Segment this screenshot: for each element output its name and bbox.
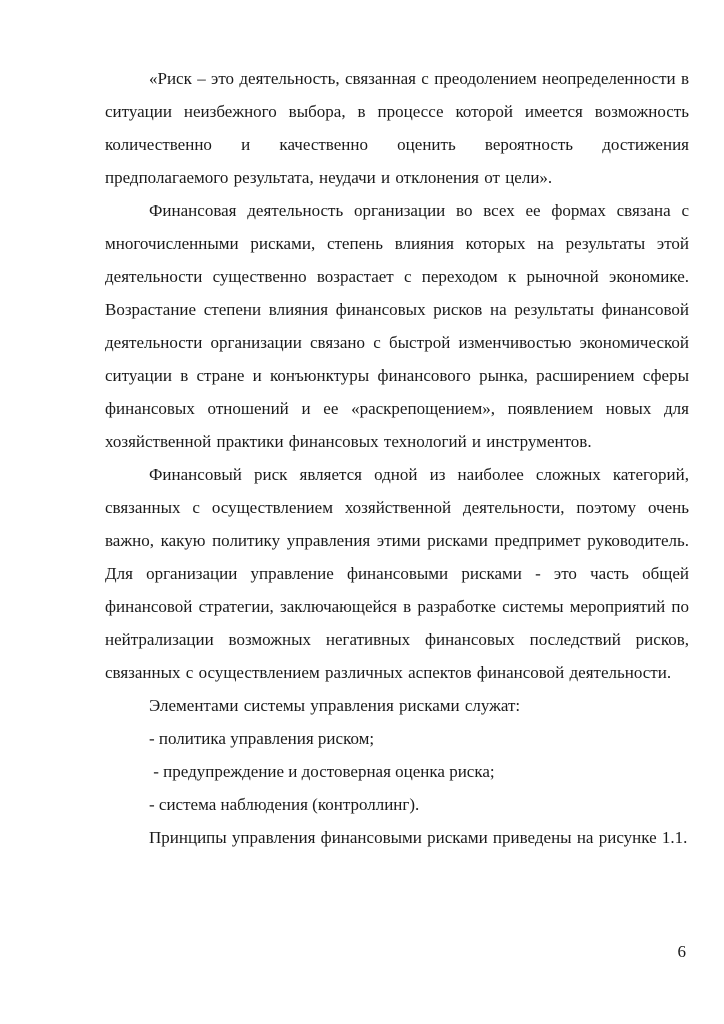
list-item-monitoring: - система наблюдения (контроллинг). [149, 795, 420, 814]
list-item-policy: - политика управления риском; [149, 729, 375, 748]
paragraph-financial-activity: Финансовая деятельность организации во всех ее формах связана с многочисленными рисками, степень влияния которых на результаты этой деятельности существенно возрастает с переходом к рыночной экономике. Возрастание степени влияния финансовых рисков на результаты финансовой деятельности организации связано с быстрой изменчивостью экономической ситуации в стране и конъюнктуры финансового рынка, расширением сферы финансовых отношений и ее «раскрепощением», появлением новых для хозяйственной практики финансовых технологий и инструментов. [105, 201, 689, 451]
paragraph-system-elements-intro: Элементами системы управления рисками служат: [149, 696, 521, 715]
paragraph-principles-reference: Принципы управления финансовыми рисками приведены на рисунке 1.1. [149, 828, 688, 847]
paragraph-risk-definition: «Риск – это деятельность, связанная с преодолением неопределенности в ситуации неизбежного выбора, в процессе которой имеется возможность количественно и качественно оценить вероятность достижения предполагаемого результата, неудачи и отклонения от цели». [105, 69, 689, 187]
page-number: 6 [677, 942, 686, 961]
paragraph-financial-risk: Финансовый риск является одной из наиболее сложных категорий, связанных с осуществлением хозяйственной деятельности, поэтому очень важно, какую политику управления этими рисками предпримет руководитель. Для организации управление финансовыми рисками - это часть общей финансовой стратегии, заключающейся в разработке системы мероприятий по нейтрализации возможных негативных финансовых последствий рисков, связанных с осуществлением различных аспектов финансовой деятельности. [105, 465, 689, 682]
list-item-prevention: - предупреждение и достоверная оценка риска; [149, 762, 495, 781]
